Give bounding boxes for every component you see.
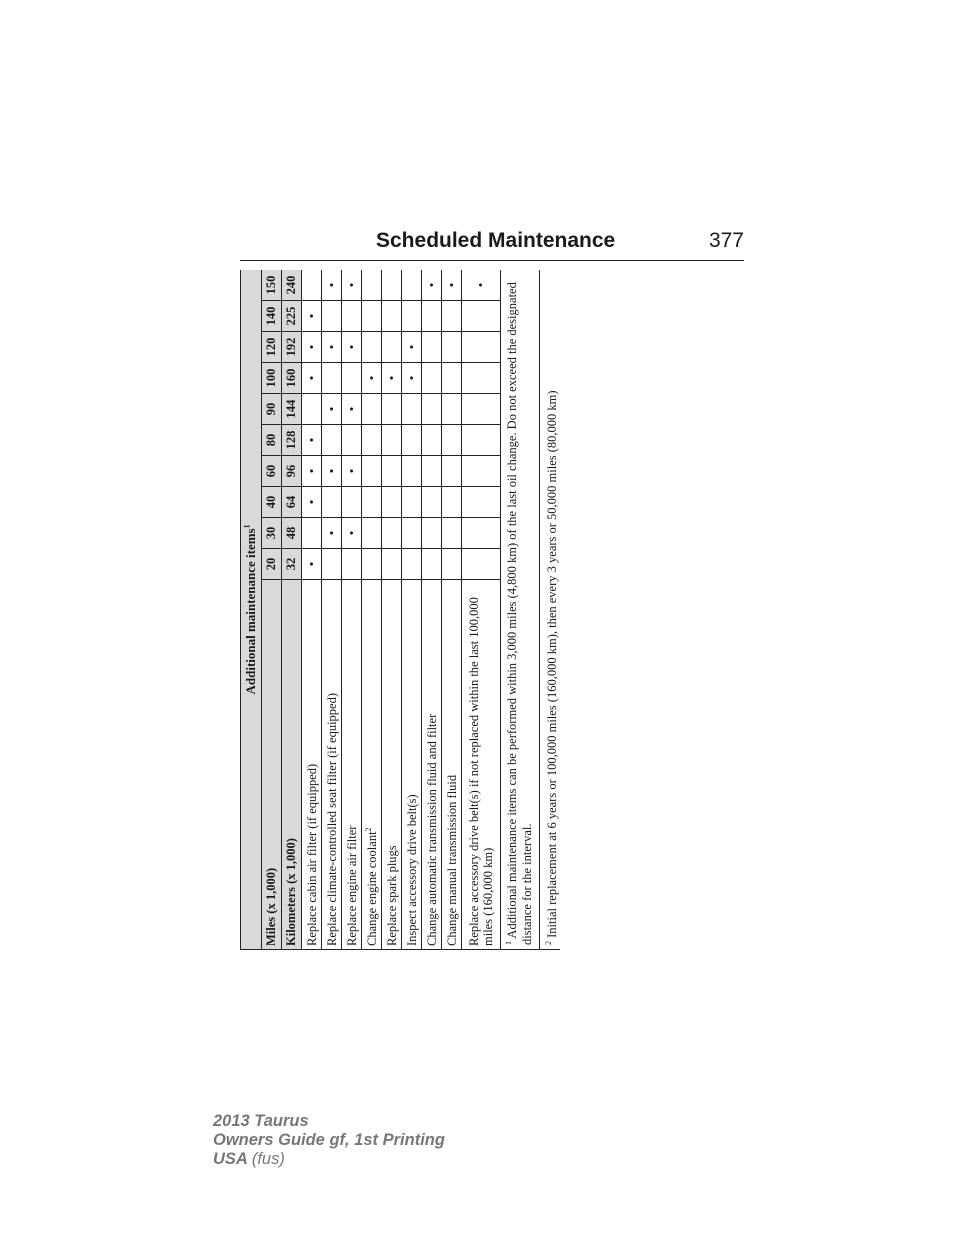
interval-mark — [382, 456, 402, 487]
interval-mark — [402, 301, 422, 332]
maintenance-item-label: Replace climate-controlled seat filter (if equipped) — [322, 580, 342, 950]
kilometers-value: 160 — [282, 363, 302, 394]
interval-mark: • — [342, 456, 362, 487]
interval-mark — [382, 394, 402, 425]
interval-mark — [382, 301, 402, 332]
interval-mark — [462, 363, 501, 394]
maintenance-table — [240, 270, 560, 950]
interval-mark — [422, 425, 442, 456]
interval-mark — [382, 270, 402, 301]
interval-mark — [422, 363, 442, 394]
interval-mark — [442, 301, 462, 332]
maintenance-table-container — [240, 270, 560, 950]
maintenance-item-label: Replace engine air filter — [342, 580, 362, 950]
interval-mark: • — [302, 456, 322, 487]
kilometers-label: Kilometers (x 1,000) — [282, 580, 302, 950]
interval-mark: • — [302, 425, 322, 456]
table-row — [462, 270, 501, 950]
interval-mark — [462, 456, 501, 487]
interval-mark — [382, 487, 402, 518]
interval-mark — [402, 487, 422, 518]
interval-mark — [402, 518, 422, 549]
miles-value: 30 — [262, 518, 282, 549]
interval-mark: • — [442, 270, 462, 301]
interval-mark: • — [402, 332, 422, 363]
kilometers-value: 128 — [282, 425, 302, 456]
interval-mark — [382, 332, 402, 363]
footer-line-1: 2013 Taurus — [213, 1112, 309, 1130]
kilometers-value: 96 — [282, 456, 302, 487]
page-header — [240, 229, 744, 261]
interval-mark: • — [422, 270, 442, 301]
interval-mark — [462, 518, 501, 549]
interval-mark — [442, 425, 462, 456]
interval-mark: • — [342, 518, 362, 549]
footnote-row — [540, 270, 561, 950]
table-row — [322, 270, 342, 950]
interval-mark — [422, 332, 442, 363]
miles-value: 60 — [262, 456, 282, 487]
interval-mark — [462, 301, 501, 332]
interval-mark — [462, 549, 501, 580]
section-title: Scheduled Maintenance — [376, 229, 616, 252]
interval-mark — [362, 270, 382, 301]
interval-mark — [322, 301, 342, 332]
footer-line-3: USA (fus) — [213, 1150, 285, 1168]
maintenance-item-label: Replace cabin air filter (if equipped) — [302, 580, 322, 950]
interval-mark — [402, 456, 422, 487]
interval-mark: • — [342, 394, 362, 425]
interval-mark: • — [382, 363, 402, 394]
kilometers-value: 144 — [282, 394, 302, 425]
interval-mark — [362, 425, 382, 456]
table-row — [362, 270, 382, 950]
interval-mark: • — [322, 518, 342, 549]
interval-mark — [462, 425, 501, 456]
interval-mark — [422, 487, 442, 518]
table-row — [442, 270, 462, 950]
miles-value: 40 — [262, 487, 282, 518]
interval-mark — [362, 301, 382, 332]
interval-mark — [342, 549, 362, 580]
interval-mark — [462, 487, 501, 518]
miles-value: 20 — [262, 549, 282, 580]
interval-mark — [422, 394, 442, 425]
miles-value: 90 — [262, 394, 282, 425]
interval-mark: • — [322, 394, 342, 425]
table-row — [402, 270, 422, 950]
interval-mark — [422, 549, 442, 580]
footer-line-2: Owners Guide gf, 1st Printing — [213, 1131, 445, 1149]
kilometers-value: 48 — [282, 518, 302, 549]
interval-mark — [422, 518, 442, 549]
interval-mark: • — [302, 301, 322, 332]
interval-mark — [362, 456, 382, 487]
interval-mark — [322, 425, 342, 456]
interval-mark — [442, 518, 462, 549]
interval-mark — [422, 456, 442, 487]
interval-mark: • — [322, 270, 342, 301]
interval-mark — [402, 394, 422, 425]
interval-mark — [362, 549, 382, 580]
kilometers-header-row — [282, 270, 302, 950]
interval-mark — [402, 425, 422, 456]
interval-mark — [342, 363, 362, 394]
page-footer — [213, 1112, 445, 1169]
interval-mark — [442, 487, 462, 518]
maintenance-item-label: Replace spark plugs — [382, 580, 402, 950]
table-row — [422, 270, 442, 950]
kilometers-value: 240 — [282, 270, 302, 301]
footnote-row — [501, 270, 540, 950]
interval-mark — [382, 549, 402, 580]
page-number: 377 — [708, 229, 744, 252]
interval-mark — [402, 549, 422, 580]
maintenance-item-label: Change engine coolant$^2$ — [362, 580, 382, 950]
table-row — [302, 270, 322, 950]
interval-mark — [302, 394, 322, 425]
maintenance-item-label: Inspect accessory drive belt(s) — [402, 580, 422, 950]
maintenance-item-label: Replace accessory drive belt(s) if not replaced within the last 100,000 miles (160,000 km) — [462, 580, 501, 950]
interval-mark — [342, 487, 362, 518]
miles-label: Miles (x 1,000) — [262, 580, 282, 950]
interval-mark — [442, 332, 462, 363]
interval-mark — [362, 518, 382, 549]
miles-value: 120 — [262, 332, 282, 363]
kilometers-value: 192 — [282, 332, 302, 363]
interval-mark — [422, 301, 442, 332]
interval-mark — [342, 301, 362, 332]
interval-mark — [302, 518, 322, 549]
interval-mark: • — [402, 363, 422, 394]
interval-mark — [442, 394, 462, 425]
interval-mark — [382, 518, 402, 549]
interval-mark: • — [302, 487, 322, 518]
interval-mark — [382, 425, 402, 456]
interval-mark: • — [462, 270, 501, 301]
kilometers-value: 64 — [282, 487, 302, 518]
interval-mark — [442, 456, 462, 487]
interval-mark: • — [322, 456, 342, 487]
interval-mark — [462, 394, 501, 425]
maintenance-item-label: Change manual transmission fluid — [442, 580, 462, 950]
table-caption: Additional maintenance items$^1$ — [241, 270, 262, 950]
interval-mark — [342, 425, 362, 456]
interval-mark: • — [322, 332, 342, 363]
miles-value: 80 — [262, 425, 282, 456]
interval-mark — [362, 332, 382, 363]
interval-mark — [322, 363, 342, 394]
miles-value: 140 — [262, 301, 282, 332]
interval-mark: • — [342, 270, 362, 301]
maintenance-item-label: Change automatic transmission fluid and filter — [422, 580, 442, 950]
interval-mark: • — [302, 332, 322, 363]
interval-mark — [322, 487, 342, 518]
table-row — [382, 270, 402, 950]
kilometers-value: 225 — [282, 301, 302, 332]
miles-value: 100 — [262, 363, 282, 394]
footnote: $^1$ Additional maintenance items can be performed within 3,000 miles (4,800 km) of the last oil change. Do not exceed the designated distance for the interval. — [501, 270, 540, 950]
miles-value: 150 — [262, 270, 282, 301]
interval-mark: • — [302, 549, 322, 580]
interval-mark — [442, 363, 462, 394]
interval-mark — [322, 549, 342, 580]
footnote: $^2$ Initial replacement at 6 years or 100,000 miles (160,000 km), then every 3 years or 50,000 miles (80,000 km) — [540, 270, 561, 950]
interval-mark — [362, 487, 382, 518]
interval-mark — [442, 549, 462, 580]
interval-mark — [462, 332, 501, 363]
interval-mark: • — [342, 332, 362, 363]
interval-mark: • — [302, 363, 322, 394]
interval-mark — [362, 394, 382, 425]
interval-mark — [302, 270, 322, 301]
miles-header-row — [262, 270, 282, 950]
interval-mark — [402, 270, 422, 301]
table-row — [342, 270, 362, 950]
kilometers-value: 32 — [282, 549, 302, 580]
interval-mark: • — [362, 363, 382, 394]
